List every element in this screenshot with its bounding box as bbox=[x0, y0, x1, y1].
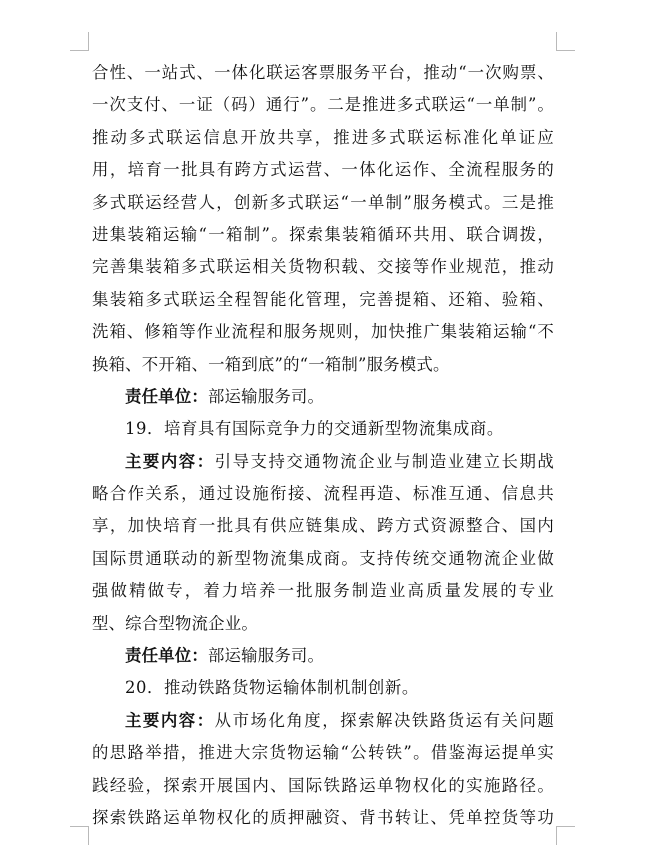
corner-mark-top-right bbox=[556, 32, 575, 51]
main-content-first-line: 从市场化角度，探索解决铁路货运有关问题 bbox=[214, 710, 554, 730]
text-line: 践经验，探索开展国内、国际铁路运单物权化的实施路径。 bbox=[92, 775, 554, 795]
paragraph-main-content-20 bbox=[92, 705, 554, 835]
text-line: 强做精做专，着力培养一批服务制造业高质量发展的专业 bbox=[92, 581, 554, 601]
responsible-unit-value: 部运输服务司。 bbox=[207, 386, 325, 406]
section-heading-20: 20．推动铁路货物运输体制机制创新。 bbox=[125, 678, 419, 698]
text-line: 用，培育一批具有跨方式运营、一体化运作、全流程服务的 bbox=[92, 160, 554, 180]
text-line: 探索铁路运单物权化的质押融资、背书转让、凭单控货等功 bbox=[92, 807, 554, 827]
main-content-label: 主要内容： bbox=[125, 451, 215, 471]
text-line: 略合作关系，通过设施衔接、流程再造、标准互通、信息共 bbox=[92, 484, 554, 504]
main-content-label: 主要内容： bbox=[125, 710, 215, 730]
text-line: 换箱、不开箱、一箱到底”的“一箱制”服务模式。 bbox=[92, 354, 450, 374]
text-line: 集装箱多式联运全程智能化管理，完善提箱、还箱、验箱、 bbox=[92, 289, 554, 309]
paragraph-multimodal bbox=[92, 57, 554, 381]
responsible-unit bbox=[92, 640, 554, 672]
text-line bbox=[92, 446, 554, 478]
text-line: 洗箱、修箱等作业流程和服务规则，加快推广集装箱运输“不 bbox=[92, 322, 554, 342]
text-line: 完善集装箱多式联运相关货物积载、交接等作业规范，推动 bbox=[92, 257, 554, 277]
document-body bbox=[92, 57, 554, 834]
corner-mark-bottom-left bbox=[70, 826, 89, 845]
corner-mark-top-left bbox=[70, 32, 89, 51]
responsible-unit-value: 部运输服务司。 bbox=[207, 646, 325, 666]
text-line bbox=[92, 705, 554, 737]
section-heading-19: 19．培育具有国际竞争力的交通新型物流集成商。 bbox=[125, 419, 504, 439]
text-line: 享，加快培育一批具有供应链集成、跨方式资源整合、国内 bbox=[92, 516, 554, 536]
text-line: 一次支付、一证（码）通行”。二是推进多式联运“一单制”。 bbox=[92, 95, 554, 115]
corner-mark-bottom-right bbox=[556, 826, 575, 845]
text-line: 推动多式联运信息开放共享，推进多式联运标准化单证应 bbox=[92, 127, 554, 147]
text-line: 型、综合型物流企业。 bbox=[92, 613, 258, 633]
text-line: 国际贯通联动的新型物流集成商。支持传统交通物流企业做 bbox=[92, 548, 554, 568]
text-line: 进集装箱运输“一箱制”。探索集装箱循环共用、联合调拨， bbox=[92, 224, 554, 244]
main-content-first-line: 引导支持交通物流企业与制造业建立长期战 bbox=[214, 451, 554, 471]
text-line: 的思路举措，推进大宗货物运输“公转铁”。借鉴海运提单实 bbox=[92, 743, 554, 763]
text-line: 合性、一站式、一体化联运客票服务平台，推动“一次购票、 bbox=[92, 63, 554, 82]
text-line: 多式联运经营人，创新多式联运“一单制”服务模式。三是推 bbox=[92, 192, 554, 212]
paragraph-main-content-19 bbox=[92, 446, 554, 640]
responsible-unit-label: 责任单位： bbox=[125, 386, 208, 406]
responsible-unit bbox=[92, 381, 554, 413]
responsible-unit-label: 责任单位： bbox=[125, 646, 208, 666]
